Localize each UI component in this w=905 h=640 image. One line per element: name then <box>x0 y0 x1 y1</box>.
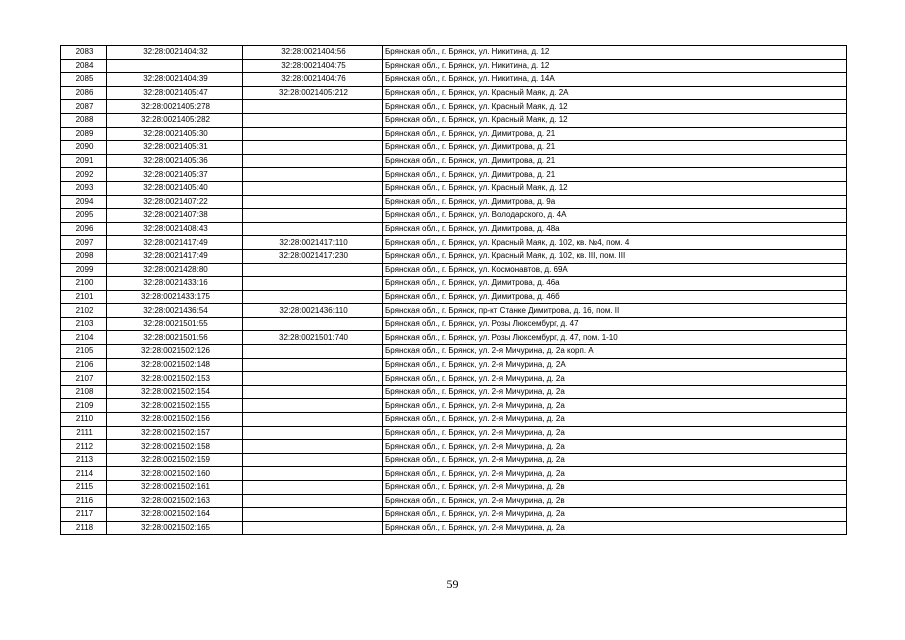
row-number-cell: 2111 <box>61 426 107 440</box>
premises-number-cell <box>243 345 383 359</box>
register-table <box>60 45 847 535</box>
row-number-cell: 2115 <box>61 481 107 495</box>
cadastral-number-cell: 32:28:0021502:153 <box>107 372 243 386</box>
premises-number-cell: 32:28:0021404:56 <box>243 46 383 60</box>
table-row <box>61 426 847 440</box>
cadastral-number-cell: 32:28:0021417:49 <box>107 249 243 263</box>
cadastral-number-cell: 32:28:0021405:40 <box>107 181 243 195</box>
premises-number-cell <box>243 290 383 304</box>
cadastral-number-cell: 32:28:0021433:175 <box>107 290 243 304</box>
cadastral-number-cell: 32:28:0021502:164 <box>107 508 243 522</box>
address-cell: Брянская обл., г. Брянск, ул. 2-я Мичурина, д. 2а <box>383 372 847 386</box>
row-number-cell: 2086 <box>61 86 107 100</box>
address-cell: Брянская обл., г. Брянск, ул. 2-я Мичурина, д. 2а <box>383 426 847 440</box>
cadastral-number-cell: 32:28:0021417:49 <box>107 236 243 250</box>
premises-number-cell <box>243 127 383 141</box>
address-cell: Брянская обл., г. Брянск, ул. Никитина, д. 14А <box>383 73 847 87</box>
table-row <box>61 127 847 141</box>
cadastral-number-cell: 32:28:0021502:148 <box>107 358 243 372</box>
premises-number-cell <box>243 154 383 168</box>
table-row <box>61 345 847 359</box>
address-cell: Брянская обл., г. Брянск, ул. Димитрова, д. 21 <box>383 154 847 168</box>
row-number-cell: 2093 <box>61 181 107 195</box>
table-row <box>61 494 847 508</box>
table-row <box>61 467 847 481</box>
premises-number-cell <box>243 413 383 427</box>
address-cell: Брянская обл., г. Брянск, ул. 2-я Мичурина, д. 2а <box>383 413 847 427</box>
page-number: 59 <box>446 577 459 591</box>
row-number-cell: 2110 <box>61 413 107 427</box>
address-cell: Брянская обл., г. Брянск, ул. Димитрова, д. 21 <box>383 141 847 155</box>
premises-number-cell <box>243 277 383 291</box>
address-cell: Брянская обл., г. Брянск, ул. Красный Маяк, д. 12 <box>383 100 847 114</box>
cadastral-number-cell: 32:28:0021408:43 <box>107 222 243 236</box>
address-cell: Брянская обл., г. Брянск, ул. Володарского, д. 4А <box>383 209 847 223</box>
row-number-cell: 2104 <box>61 331 107 345</box>
premises-number-cell <box>243 181 383 195</box>
premises-number-cell <box>243 113 383 127</box>
cadastral-number-cell: 32:28:0021405:278 <box>107 100 243 114</box>
address-cell: Брянская обл., г. Брянск, ул. Красный Маяк, д. 102, кв. №4, пом. 4 <box>383 236 847 250</box>
address-cell: Брянская обл., г. Брянск, ул. 2-я Мичурина, д. 2а <box>383 467 847 481</box>
premises-number-cell: 32:28:0021404:75 <box>243 59 383 73</box>
cadastral-number-cell: 32:28:0021405:36 <box>107 154 243 168</box>
cadastral-number-cell <box>107 59 243 73</box>
premises-number-cell <box>243 494 383 508</box>
row-number-cell: 2117 <box>61 508 107 522</box>
address-cell: Брянская обл., г. Брянск, ул. Красный Маяк, д. 2А <box>383 86 847 100</box>
table-row <box>61 521 847 535</box>
cadastral-number-cell: 32:28:0021502:161 <box>107 481 243 495</box>
row-number-cell: 2085 <box>61 73 107 87</box>
table-row <box>61 263 847 277</box>
table-row <box>61 358 847 372</box>
address-cell: Брянская обл., г. Брянск, ул. Димитрова, д. 46б <box>383 290 847 304</box>
cadastral-number-cell: 32:28:0021405:30 <box>107 127 243 141</box>
premises-number-cell <box>243 100 383 114</box>
table-row <box>61 331 847 345</box>
premises-number-cell <box>243 385 383 399</box>
address-cell: Брянская обл., г. Брянск, ул. Красный Маяк, д. 12 <box>383 113 847 127</box>
table-row <box>61 73 847 87</box>
table-row <box>61 86 847 100</box>
row-number-cell: 2090 <box>61 141 107 155</box>
premises-number-cell <box>243 399 383 413</box>
row-number-cell: 2118 <box>61 521 107 535</box>
cadastral-number-cell: 32:28:0021404:39 <box>107 73 243 87</box>
premises-number-cell <box>243 222 383 236</box>
address-cell: Брянская обл., г. Брянск, ул. 2-я Мичурина, д. 2А <box>383 358 847 372</box>
cadastral-number-cell: 32:28:0021405:282 <box>107 113 243 127</box>
address-cell: Брянская обл., г. Брянск, ул. Космонавтов, д. 69А <box>383 263 847 277</box>
premises-number-cell <box>243 508 383 522</box>
address-cell: Брянская обл., г. Брянск, ул. 2-я Мичурина, д. 2в <box>383 481 847 495</box>
table-row <box>61 440 847 454</box>
table-row <box>61 453 847 467</box>
premises-number-cell: 32:28:0021417:110 <box>243 236 383 250</box>
address-cell: Брянская обл., г. Брянск, ул. 2-я Мичурина, д. 2а <box>383 385 847 399</box>
table-row <box>61 277 847 291</box>
cadastral-number-cell: 32:28:0021404:32 <box>107 46 243 60</box>
row-number-cell: 2088 <box>61 113 107 127</box>
row-number-cell: 2102 <box>61 304 107 318</box>
table-row <box>61 46 847 60</box>
cadastral-number-cell: 32:28:0021433:16 <box>107 277 243 291</box>
address-cell: Брянская обл., г. Брянск, ул. Красный Маяк, д. 12 <box>383 181 847 195</box>
premises-number-cell: 32:28:0021405:212 <box>243 86 383 100</box>
address-cell: Брянская обл., г. Брянск, ул. Никитина, д. 12 <box>383 59 847 73</box>
table-row <box>61 100 847 114</box>
cadastral-number-cell: 32:28:0021405:47 <box>107 86 243 100</box>
address-cell: Брянская обл., г. Брянск, ул. 2-я Мичурина, д. 2а <box>383 453 847 467</box>
address-cell: Брянская обл., г. Брянск, ул. Розы Люксембург, д. 47 <box>383 317 847 331</box>
cadastral-number-cell: 32:28:0021407:22 <box>107 195 243 209</box>
row-number-cell: 2112 <box>61 440 107 454</box>
cadastral-number-cell: 32:28:0021502:159 <box>107 453 243 467</box>
table-row <box>61 222 847 236</box>
row-number-cell: 2101 <box>61 290 107 304</box>
register-table-body <box>61 46 847 535</box>
address-cell: Брянская обл., г. Брянск, ул. Красный Маяк, д. 102, кв. III, пом. III <box>383 249 847 263</box>
premises-number-cell <box>243 358 383 372</box>
row-number-cell: 2094 <box>61 195 107 209</box>
address-cell: Брянская обл., г. Брянск, ул. Димитрова, д. 48а <box>383 222 847 236</box>
premises-number-cell <box>243 426 383 440</box>
cadastral-number-cell: 32:28:0021405:31 <box>107 141 243 155</box>
row-number-cell: 2091 <box>61 154 107 168</box>
premises-number-cell <box>243 372 383 386</box>
table-row <box>61 290 847 304</box>
row-number-cell: 2116 <box>61 494 107 508</box>
cadastral-number-cell: 32:28:0021502:158 <box>107 440 243 454</box>
row-number-cell: 2083 <box>61 46 107 60</box>
address-cell: Брянская обл., г. Брянск, ул. Димитрова, д. 21 <box>383 127 847 141</box>
row-number-cell: 2084 <box>61 59 107 73</box>
premises-number-cell <box>243 317 383 331</box>
address-cell: Брянская обл., г. Брянск, ул. Розы Люксембург, д. 47, пом. 1-10 <box>383 331 847 345</box>
address-cell: Брянская обл., г. Брянск, ул. Димитрова, д. 21 <box>383 168 847 182</box>
premises-number-cell <box>243 209 383 223</box>
row-number-cell: 2107 <box>61 372 107 386</box>
cadastral-number-cell: 32:28:0021436:54 <box>107 304 243 318</box>
row-number-cell: 2114 <box>61 467 107 481</box>
table-row <box>61 141 847 155</box>
premises-number-cell <box>243 141 383 155</box>
row-number-cell: 2109 <box>61 399 107 413</box>
row-number-cell: 2096 <box>61 222 107 236</box>
cadastral-number-cell: 32:28:0021405:37 <box>107 168 243 182</box>
cadastral-number-cell: 32:28:0021502:163 <box>107 494 243 508</box>
premises-number-cell <box>243 263 383 277</box>
address-cell: Брянская обл., г. Брянск, ул. 2-я Мичурина, д. 2а <box>383 521 847 535</box>
row-number-cell: 2089 <box>61 127 107 141</box>
table-row <box>61 154 847 168</box>
address-cell: Брянская обл., г. Брянск, ул. Димитрова, д. 46а <box>383 277 847 291</box>
cadastral-number-cell: 32:28:0021501:56 <box>107 331 243 345</box>
table-row <box>61 481 847 495</box>
table-row <box>61 59 847 73</box>
table-row <box>61 168 847 182</box>
premises-number-cell: 32:28:0021417:230 <box>243 249 383 263</box>
address-cell: Брянская обл., г. Брянск, ул. Никитина, д. 12 <box>383 46 847 60</box>
premises-number-cell: 32:28:0021436:110 <box>243 304 383 318</box>
row-number-cell: 2099 <box>61 263 107 277</box>
table-row <box>61 372 847 386</box>
table-row <box>61 399 847 413</box>
row-number-cell: 2103 <box>61 317 107 331</box>
row-number-cell: 2100 <box>61 277 107 291</box>
table-row <box>61 209 847 223</box>
premises-number-cell <box>243 168 383 182</box>
table-row <box>61 113 847 127</box>
cadastral-number-cell: 32:28:0021502:165 <box>107 521 243 535</box>
table-row <box>61 181 847 195</box>
cadastral-number-cell: 32:28:0021502:155 <box>107 399 243 413</box>
premises-number-cell <box>243 481 383 495</box>
premises-number-cell: 32:28:0021501:740 <box>243 331 383 345</box>
table-row <box>61 385 847 399</box>
row-number-cell: 2105 <box>61 345 107 359</box>
row-number-cell: 2087 <box>61 100 107 114</box>
premises-number-cell <box>243 467 383 481</box>
table-row <box>61 236 847 250</box>
address-cell: Брянская обл., г. Брянск, ул. 2-я Мичурина, д. 2а <box>383 440 847 454</box>
row-number-cell: 2108 <box>61 385 107 399</box>
premises-number-cell <box>243 195 383 209</box>
row-number-cell: 2113 <box>61 453 107 467</box>
table-row <box>61 413 847 427</box>
cadastral-number-cell: 32:28:0021501:55 <box>107 317 243 331</box>
table-row <box>61 195 847 209</box>
table-row <box>61 508 847 522</box>
cadastral-number-cell: 32:28:0021502:126 <box>107 345 243 359</box>
address-cell: Брянская обл., г. Брянск, ул. 2-я Мичурина, д. 2а <box>383 508 847 522</box>
premises-number-cell <box>243 453 383 467</box>
address-cell: Брянская обл., г. Брянск, ул. 2-я Мичурина, д. 2а <box>383 399 847 413</box>
cadastral-number-cell: 32:28:0021502:154 <box>107 385 243 399</box>
row-number-cell: 2097 <box>61 236 107 250</box>
cadastral-number-cell: 32:28:0021407:38 <box>107 209 243 223</box>
address-cell: Брянская обл., г. Брянск, ул. 2-я Мичурина, д. 2в <box>383 494 847 508</box>
table-row <box>61 249 847 263</box>
row-number-cell: 2095 <box>61 209 107 223</box>
premises-number-cell <box>243 521 383 535</box>
address-cell: Брянская обл., г. Брянск, ул. Димитрова, д. 9а <box>383 195 847 209</box>
cadastral-number-cell: 32:28:0021502:160 <box>107 467 243 481</box>
address-cell: Брянская обл., г. Брянск, пр-кт Станке Димитрова, д. 16, пом. II <box>383 304 847 318</box>
table-row <box>61 317 847 331</box>
row-number-cell: 2106 <box>61 358 107 372</box>
premises-number-cell <box>243 440 383 454</box>
address-cell: Брянская обл., г. Брянск, ул. 2-я Мичурина, д. 2а корп. А <box>383 345 847 359</box>
premises-number-cell: 32:28:0021404:76 <box>243 73 383 87</box>
table-row <box>61 304 847 318</box>
cadastral-number-cell: 32:28:0021502:157 <box>107 426 243 440</box>
cadastral-number-cell: 32:28:0021428:80 <box>107 263 243 277</box>
cadastral-number-cell: 32:28:0021502:156 <box>107 413 243 427</box>
row-number-cell: 2098 <box>61 249 107 263</box>
row-number-cell: 2092 <box>61 168 107 182</box>
